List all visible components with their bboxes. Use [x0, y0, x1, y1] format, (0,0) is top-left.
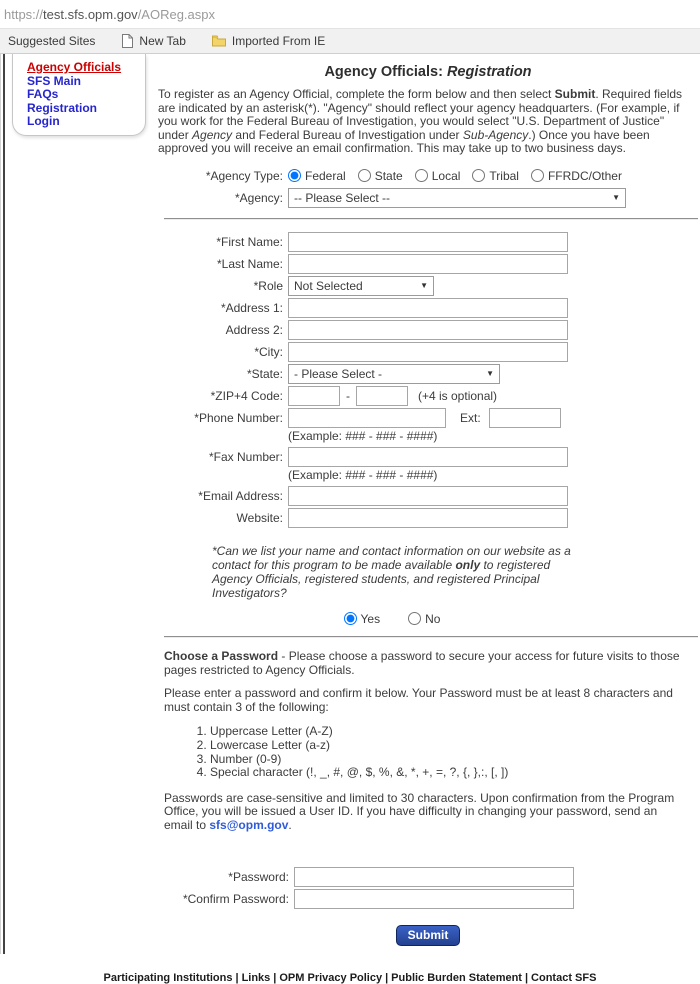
agency-type-radio-ffrdc-other[interactable]	[531, 169, 544, 182]
role-label: *Role	[253, 278, 283, 293]
footer-separator: |	[273, 971, 277, 984]
footer-link-public-burden-statement[interactable]: Public Burden Statement	[391, 971, 522, 984]
address1-row	[158, 298, 698, 318]
agency-type-option-federal[interactable]	[288, 168, 346, 184]
intro-paragraph	[158, 88, 698, 156]
agency-select-value: -- Please Select --	[294, 190, 391, 205]
sidebar-nav	[12, 54, 146, 136]
listing-option-no[interactable]	[408, 612, 440, 626]
confirm-password-row	[164, 889, 692, 909]
password-rules-list	[164, 725, 692, 779]
footer-link-opm-privacy-policy[interactable]: OPM Privacy Policy	[279, 971, 383, 984]
bookmark-label: New Tab	[139, 34, 186, 48]
bookmark-new-tab[interactable]	[121, 34, 185, 48]
phone-ext-input[interactable]	[489, 408, 561, 428]
phone-label: *Phone Number:	[194, 410, 283, 425]
footer-separator: |	[385, 971, 389, 984]
password-fields	[164, 867, 692, 909]
confirm-password-input[interactable]	[294, 889, 574, 909]
intro-text: .) Once you have been approved you will receive an email confirmation. This may take up to two business days.	[158, 127, 650, 156]
password-rule: 1. Uppercase Letter (A-Z)	[210, 725, 692, 739]
password-label: *Password:	[228, 869, 289, 884]
agency-select[interactable]	[288, 188, 626, 208]
zip-row	[158, 386, 698, 406]
agency-label: *Agency:	[234, 190, 283, 205]
fax-label: *Fax Number:	[208, 449, 283, 464]
password-input[interactable]	[294, 867, 574, 887]
chevron-down-icon: ▼	[612, 193, 620, 203]
address2-row	[158, 320, 698, 340]
phone-example: (Example: ### - ### - ####)	[288, 428, 438, 443]
role-row	[158, 276, 698, 296]
section-divider	[164, 218, 698, 220]
page-title-prefix: Agency Officials:	[324, 64, 447, 80]
page-body	[0, 54, 700, 984]
url-path: /AOReg.aspx	[137, 6, 216, 22]
password-row	[164, 867, 692, 887]
sidebar-item-login[interactable]: Login	[27, 114, 60, 128]
zip-hint: (+4 is optional)	[418, 388, 498, 403]
footer-link-links[interactable]: Links	[241, 971, 271, 984]
role-select[interactable]	[288, 276, 434, 296]
listing-radio-yes[interactable]	[344, 612, 357, 625]
listing-question	[212, 544, 572, 600]
state-label: *State:	[246, 366, 283, 381]
sidebar-item-agency-officials[interactable]: Agency Officials	[27, 60, 122, 74]
agency-type-radio-state[interactable]	[358, 169, 371, 182]
section-divider	[164, 636, 698, 638]
address-bar[interactable]	[0, 0, 700, 28]
zip-dash: -	[346, 388, 350, 403]
zip4-input[interactable]	[356, 386, 408, 406]
website-row	[158, 508, 698, 528]
first-name-row	[158, 232, 698, 252]
city-row	[158, 342, 698, 362]
first-name-label: *First Name:	[216, 234, 283, 249]
intro-text: and Federal Bureau of Investigation under	[232, 127, 463, 142]
password-rule: 2. Lowercase Letter (a-z)	[210, 739, 692, 753]
page-title-emphasis: Registration	[446, 64, 532, 80]
phone-input[interactable]	[288, 408, 446, 428]
agency-type-radio-group	[288, 166, 634, 184]
agency-type-option-state[interactable]	[358, 168, 403, 184]
state-select-value: - Please Select -	[294, 366, 383, 381]
chevron-down-icon: ▼	[420, 281, 428, 291]
listing-option-yes[interactable]	[344, 612, 381, 626]
agency-type-label: *Agency Type:	[205, 168, 283, 183]
chevron-down-icon: ▼	[486, 369, 494, 379]
fax-row	[158, 447, 698, 484]
city-input[interactable]	[288, 342, 568, 362]
choose-password-heading: Choose a Password	[164, 648, 279, 663]
bookmark-label: Imported From IE	[231, 34, 326, 48]
agency-row	[158, 188, 698, 208]
folder-icon	[212, 35, 226, 47]
question-text: *Can we list your name and contact information on our website as a contact for this program to be made available	[212, 543, 571, 572]
fax-input[interactable]	[288, 447, 568, 467]
email-label: *Email Address:	[198, 488, 283, 503]
footer-separator: |	[524, 971, 529, 984]
case-note-text: Passwords are case-sensitive and limited to 30 characters. Upon confirmation from the Program Office, you will be issued a User ID. If you have difficulty in changing your password, send an email to	[164, 790, 675, 832]
sidebar-item-registration[interactable]: Registration	[27, 100, 98, 115]
agency-type-option-tribal[interactable]	[472, 168, 519, 184]
url-scheme: https://	[4, 6, 44, 22]
footer-link-contact-sfs[interactable]: Contact SFS	[531, 971, 597, 984]
agency-type-radio-federal[interactable]	[288, 169, 301, 182]
choose-password-text: - Please choose a password to secure your access for future visits to those pages restricted to Agency Officials.	[164, 648, 680, 677]
radio-label: Local	[431, 168, 461, 183]
password-instructions: Please enter a password and confirm it below. Your Password must be at least 8 characters and must contain 3 of the following:	[164, 686, 673, 714]
confirm-password-label: *Confirm Password:	[182, 891, 289, 906]
address2-input[interactable]	[288, 320, 568, 340]
agency-type-option-ffrdc-other[interactable]	[531, 168, 622, 184]
email-input[interactable]	[288, 486, 568, 506]
intro-text: . Required fields are indicated by an asterisk(*). "Agency" should reflect your agency headquarters. (For example, if you work for the Federal Bureau of Investigation, you would select "U.S. Department of Justice" under	[158, 87, 683, 142]
zip-label: *ZIP+4 Code:	[210, 388, 283, 403]
fax-example: (Example: ### - ### - ####)	[288, 467, 438, 482]
password-rule: 3. Number (0-9)	[210, 753, 692, 767]
last-name-row	[158, 254, 698, 274]
question-text: to registered Agency Officials, registered students, and registered Principal Investigators?	[212, 557, 551, 600]
bookmark-imported-from-ie[interactable]	[212, 34, 325, 48]
radio-label: FFRDC/Other	[547, 168, 622, 183]
city-label: *City:	[254, 344, 283, 359]
submit-button[interactable]: Submit	[396, 925, 460, 946]
password-rule: 4. Special character (!, _, #, @, $, %, &, *, +, =, ?, {, },:, [, ])	[210, 766, 692, 780]
last-name-input[interactable]	[288, 254, 568, 274]
password-section	[164, 650, 698, 946]
agency-type-radio-local[interactable]	[415, 169, 428, 182]
radio-label: Tribal	[489, 168, 519, 183]
website-input[interactable]	[288, 508, 568, 528]
address1-label: *Address 1:	[220, 300, 283, 315]
url-domain: test.sfs.opm.gov	[43, 6, 138, 22]
bookmark-suggested-sites[interactable]	[8, 34, 95, 48]
phone-row	[158, 408, 698, 445]
intro-submit-word: Submit	[554, 87, 596, 101]
zip5-input[interactable]	[288, 386, 340, 406]
password-case-note	[164, 792, 692, 833]
choose-password-paragraph	[164, 650, 692, 677]
listing-radio-no[interactable]	[408, 612, 421, 625]
intro-text: To register as an Agency Official, complete the form below and then select	[158, 87, 555, 101]
sidebar-item-faqs[interactable]: FAQs	[27, 87, 59, 101]
address1-input[interactable]	[288, 298, 568, 318]
email-row	[158, 486, 698, 506]
radio-label: Federal	[305, 168, 346, 183]
intro-subagency-word: Sub-Agency	[462, 127, 529, 142]
footer-links	[0, 972, 700, 984]
state-select[interactable]	[288, 364, 500, 384]
main-content	[158, 54, 700, 946]
listing-radio-group	[212, 612, 572, 626]
first-name-input[interactable]	[288, 232, 568, 252]
state-row	[158, 364, 698, 384]
radio-label: Yes	[360, 611, 381, 626]
radio-label: No	[425, 611, 441, 626]
website-label: Website:	[236, 510, 283, 525]
bookmark-label: Suggested Sites	[8, 34, 96, 48]
left-edge-light-divider	[0, 54, 1, 954]
agency-type-option-local[interactable]	[415, 168, 461, 184]
radio-label: State	[374, 168, 403, 183]
address2-label: Address 2:	[225, 322, 283, 337]
page-icon	[121, 34, 133, 48]
footer-link-participating-institutions[interactable]: Participating Institutions	[103, 971, 233, 984]
agency-type-row	[158, 166, 698, 186]
intro-agency-word: Agency	[192, 127, 233, 142]
question-only-word: only	[455, 557, 481, 572]
agency-type-radio-tribal[interactable]	[472, 169, 485, 182]
page-title	[158, 64, 698, 80]
last-name-label: *Last Name:	[216, 256, 283, 271]
footer-separator: |	[235, 971, 239, 984]
bookmarks-bar	[0, 28, 700, 54]
sfs-email-link[interactable]: sfs@opm.gov	[209, 817, 289, 832]
phone-ext-label: Ext:	[460, 410, 481, 425]
case-note-text: .	[288, 817, 292, 832]
sidebar-item-sfs-main[interactable]: SFS Main	[27, 73, 82, 88]
role-select-value: Not Selected	[294, 278, 363, 293]
left-edge-dark-divider	[3, 54, 5, 954]
